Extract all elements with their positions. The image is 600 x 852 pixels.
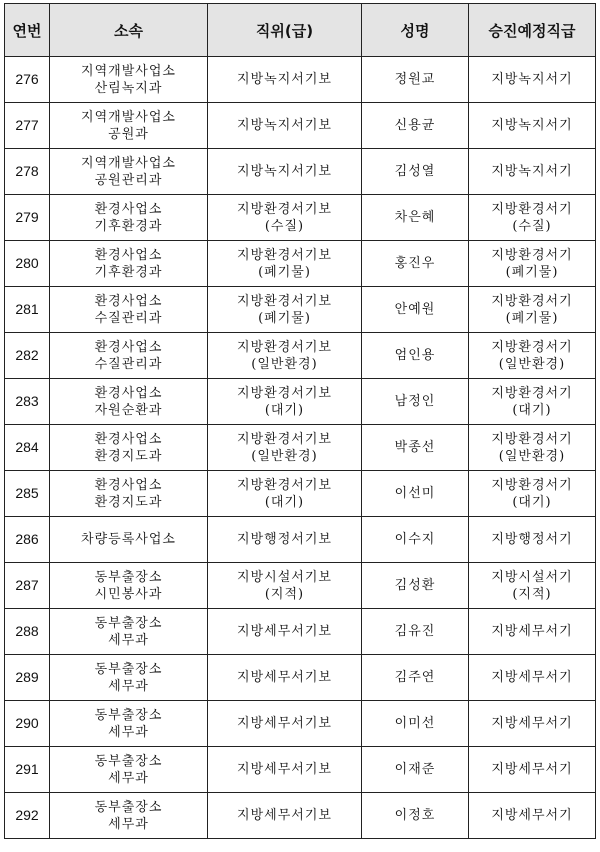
name-cell: 차은혜 <box>362 195 469 241</box>
table-body <box>5 57 596 839</box>
department-cell <box>50 793 208 839</box>
name-cell: 이미선 <box>362 701 469 747</box>
name-cell: 신용균 <box>362 103 469 149</box>
department-cell-line: 환경지도과 <box>94 448 163 464</box>
name-cell: 안예원 <box>362 287 469 333</box>
position-cell <box>208 655 362 701</box>
serial-number-cell: 277 <box>5 103 50 149</box>
promotion-grade-cell-line: (대기) <box>512 402 552 418</box>
position-cell <box>208 471 362 517</box>
position-cell <box>208 747 362 793</box>
position-cell <box>208 609 362 655</box>
department-cell-line: 세무과 <box>108 724 149 740</box>
promotion-grade-cell <box>469 57 596 103</box>
department-cell <box>50 241 208 287</box>
header-position-grade: 직위(급) <box>208 4 362 57</box>
name-cell: 이수지 <box>362 517 469 563</box>
table-row <box>5 149 596 195</box>
position-cell-line: 지방환경서기보 <box>237 431 332 447</box>
serial-number-cell: 284 <box>5 425 50 471</box>
position-cell <box>208 333 362 379</box>
position-cell-line: 지방환경서기보 <box>237 477 332 493</box>
serial-number-cell: 292 <box>5 793 50 839</box>
department-cell-line: 환경사업소 <box>94 339 163 355</box>
position-cell-line: (지적) <box>264 586 305 602</box>
promotion-grade-cell <box>469 287 596 333</box>
name-cell: 이정호 <box>362 793 469 839</box>
promotion-grade-cell-line: 지방행정서기 <box>491 532 573 547</box>
table-row <box>5 241 596 287</box>
serial-number-cell: 279 <box>5 195 50 241</box>
department-cell <box>50 333 208 379</box>
promotion-grade-cell <box>469 149 596 195</box>
department-cell-line: 환경지도과 <box>94 494 163 510</box>
header-department: 소속 <box>50 4 208 57</box>
promotion-grade-cell-line: 지방녹지서기 <box>491 118 573 133</box>
table-row <box>5 471 596 517</box>
position-cell-line: (대기) <box>264 402 305 418</box>
table-row <box>5 333 596 379</box>
serial-number-cell: 288 <box>5 609 50 655</box>
position-cell <box>208 701 362 747</box>
promotion-grade-cell-line: 지방환경서기 <box>491 293 573 309</box>
department-cell <box>50 149 208 195</box>
promotion-grade-cell-line: 지방시설서기 <box>491 569 573 585</box>
name-cell: 남정인 <box>362 379 469 425</box>
table-row <box>5 57 596 103</box>
promotion-grade-cell <box>469 103 596 149</box>
department-cell <box>50 287 208 333</box>
position-cell-line: (수질) <box>264 218 305 234</box>
promotion-grade-cell-line: 지방녹지서기 <box>491 164 573 179</box>
promotion-grade-cell-line: 지방세무서기 <box>491 808 573 823</box>
promotion-grade-cell-line: (일반환경) <box>498 356 566 372</box>
position-cell <box>208 241 362 287</box>
name-cell: 이재준 <box>362 747 469 793</box>
position-cell <box>208 103 362 149</box>
position-cell <box>208 793 362 839</box>
table-row <box>5 609 596 655</box>
promotion-grade-cell-line: (폐기물) <box>505 264 559 280</box>
department-cell <box>50 103 208 149</box>
department-cell-line: 자원순환과 <box>94 402 163 418</box>
table-row <box>5 747 596 793</box>
department-cell-line: 환경사업소 <box>94 431 163 447</box>
promotion-grade-cell-line: 지방녹지서기 <box>491 72 573 87</box>
department-cell-line: 차량등록사업소 <box>81 532 176 547</box>
name-cell: 박종선 <box>362 425 469 471</box>
position-cell-line: (폐기물) <box>258 264 311 280</box>
department-cell-line: 수질관리과 <box>94 310 163 326</box>
department-cell <box>50 517 208 563</box>
table-row <box>5 103 596 149</box>
promotion-grade-cell-line: 지방환경서기 <box>491 385 573 401</box>
department-cell-line: 동부출장소 <box>94 799 163 815</box>
department-cell-line: 수질관리과 <box>94 356 163 372</box>
position-cell <box>208 425 362 471</box>
position-cell-line: 지방녹지서기보 <box>237 72 332 87</box>
position-cell-line: 지방행정서기보 <box>237 532 332 547</box>
position-cell-line: 지방환경서기보 <box>237 293 332 309</box>
position-cell-line: 지방세무서기보 <box>237 808 332 823</box>
serial-number-cell: 278 <box>5 149 50 195</box>
personnel-table-sheet <box>4 3 596 839</box>
promotion-grade-cell-line: 지방환경서기 <box>491 339 573 355</box>
position-cell-line: 지방세무서기보 <box>237 716 332 731</box>
position-cell-line: 지방환경서기보 <box>237 339 332 355</box>
department-cell-line: 동부출장소 <box>94 707 163 723</box>
serial-number-cell: 281 <box>5 287 50 333</box>
promotion-grade-cell <box>469 747 596 793</box>
promotion-grade-cell-line: (지적) <box>512 586 552 602</box>
serial-number-cell: 285 <box>5 471 50 517</box>
position-cell <box>208 287 362 333</box>
department-cell-line: 기후환경과 <box>94 218 163 234</box>
position-cell-line: 지방환경서기보 <box>237 201 332 217</box>
department-cell <box>50 655 208 701</box>
header-name: 성명 <box>362 4 469 57</box>
name-cell: 홍진우 <box>362 241 469 287</box>
table-row <box>5 425 596 471</box>
name-cell: 엄인용 <box>362 333 469 379</box>
department-cell-line: 환경사업소 <box>94 385 163 401</box>
position-cell <box>208 57 362 103</box>
department-cell-line: 세무과 <box>108 632 149 648</box>
serial-number-cell: 283 <box>5 379 50 425</box>
department-cell-line: 동부출장소 <box>94 569 163 585</box>
department-cell <box>50 747 208 793</box>
promotion-grade-cell-line: 지방환경서기 <box>491 431 573 447</box>
position-cell <box>208 563 362 609</box>
promotion-grade-cell <box>469 241 596 287</box>
department-cell-line: 환경사업소 <box>94 477 163 493</box>
serial-number-cell: 287 <box>5 563 50 609</box>
promotion-grade-cell <box>469 425 596 471</box>
name-cell: 이선미 <box>362 471 469 517</box>
promotion-grade-cell-line: 지방환경서기 <box>491 477 573 493</box>
promotion-grade-cell <box>469 195 596 241</box>
serial-number-cell: 280 <box>5 241 50 287</box>
department-cell <box>50 471 208 517</box>
department-cell <box>50 379 208 425</box>
position-cell <box>208 517 362 563</box>
department-cell-line: 환경사업소 <box>94 201 163 217</box>
promotion-grade-cell <box>469 655 596 701</box>
promotion-grade-cell <box>469 563 596 609</box>
promotion-grade-cell-line: 지방세무서기 <box>491 716 573 731</box>
promotion-grade-cell <box>469 701 596 747</box>
promotion-table <box>4 3 596 839</box>
promotion-grade-cell <box>469 471 596 517</box>
department-cell-line: 지역개발사업소 <box>81 109 176 125</box>
promotion-grade-cell-line: (수질) <box>512 218 552 234</box>
name-cell: 김성환 <box>362 563 469 609</box>
table-row <box>5 655 596 701</box>
position-cell-line: (일반환경) <box>251 448 318 464</box>
serial-number-cell: 286 <box>5 517 50 563</box>
position-cell-line: 지방환경서기보 <box>237 247 332 263</box>
position-cell-line: (폐기물) <box>258 310 311 326</box>
promotion-grade-cell-line: 지방환경서기 <box>491 201 573 217</box>
department-cell-line: 동부출장소 <box>94 753 163 769</box>
department-cell-line: 공원관리과 <box>94 172 163 188</box>
position-cell <box>208 379 362 425</box>
header-promotion-grade: 승진예정직급 <box>469 4 596 57</box>
position-cell-line: 지방녹지서기보 <box>237 118 332 133</box>
department-cell-line: 환경사업소 <box>94 247 163 263</box>
name-cell: 김성열 <box>362 149 469 195</box>
serial-number-cell: 276 <box>5 57 50 103</box>
department-cell-line: 환경사업소 <box>94 293 163 309</box>
promotion-grade-cell <box>469 517 596 563</box>
promotion-grade-cell-line: (일반환경) <box>498 448 566 464</box>
position-cell-line: 지방세무서기보 <box>237 624 332 639</box>
department-cell-line: 동부출장소 <box>94 661 163 677</box>
table-row <box>5 793 596 839</box>
position-cell-line: 지방녹지서기보 <box>237 164 332 179</box>
table-header-row <box>5 4 596 57</box>
position-cell-line: (대기) <box>264 494 305 510</box>
promotion-grade-cell-line: (폐기물) <box>505 310 559 326</box>
table-row <box>5 701 596 747</box>
promotion-grade-cell <box>469 609 596 655</box>
table-row <box>5 379 596 425</box>
promotion-grade-cell-line: 지방세무서기 <box>491 670 573 685</box>
department-cell <box>50 609 208 655</box>
department-cell-line: 세무과 <box>108 678 149 694</box>
department-cell-line: 지역개발사업소 <box>81 63 176 79</box>
promotion-grade-cell-line: 지방세무서기 <box>491 762 573 777</box>
department-cell-line: 시민봉사과 <box>94 586 163 602</box>
serial-number-cell: 289 <box>5 655 50 701</box>
department-cell-line: 세무과 <box>108 770 149 786</box>
position-cell <box>208 195 362 241</box>
department-cell <box>50 563 208 609</box>
department-cell-line: 기후환경과 <box>94 264 163 280</box>
name-cell: 김주연 <box>362 655 469 701</box>
table-row <box>5 563 596 609</box>
header-serial-number: 연번 <box>5 4 50 57</box>
position-cell <box>208 149 362 195</box>
department-cell <box>50 425 208 471</box>
department-cell <box>50 701 208 747</box>
department-cell <box>50 57 208 103</box>
position-cell-line: 지방환경서기보 <box>237 385 332 401</box>
serial-number-cell: 291 <box>5 747 50 793</box>
promotion-grade-cell <box>469 333 596 379</box>
position-cell-line: 지방시설서기보 <box>237 569 332 585</box>
department-cell <box>50 195 208 241</box>
serial-number-cell: 290 <box>5 701 50 747</box>
department-cell-line: 지역개발사업소 <box>81 155 176 171</box>
department-cell-line: 동부출장소 <box>94 615 163 631</box>
position-cell-line: 지방세무서기보 <box>237 762 332 777</box>
table-row <box>5 287 596 333</box>
table-row <box>5 195 596 241</box>
name-cell: 김유진 <box>362 609 469 655</box>
table-row <box>5 517 596 563</box>
serial-number-cell: 282 <box>5 333 50 379</box>
name-cell: 정원교 <box>362 57 469 103</box>
department-cell-line: 산림녹지과 <box>94 80 163 96</box>
promotion-grade-cell <box>469 793 596 839</box>
position-cell-line: 지방세무서기보 <box>237 670 332 685</box>
promotion-grade-cell-line: 지방환경서기 <box>491 247 573 263</box>
promotion-grade-cell-line: (대기) <box>512 494 552 510</box>
position-cell-line: (일반환경) <box>251 356 318 372</box>
department-cell-line: 공원과 <box>108 126 149 142</box>
promotion-grade-cell-line: 지방세무서기 <box>491 624 573 639</box>
department-cell-line: 세무과 <box>108 816 149 832</box>
promotion-grade-cell <box>469 379 596 425</box>
